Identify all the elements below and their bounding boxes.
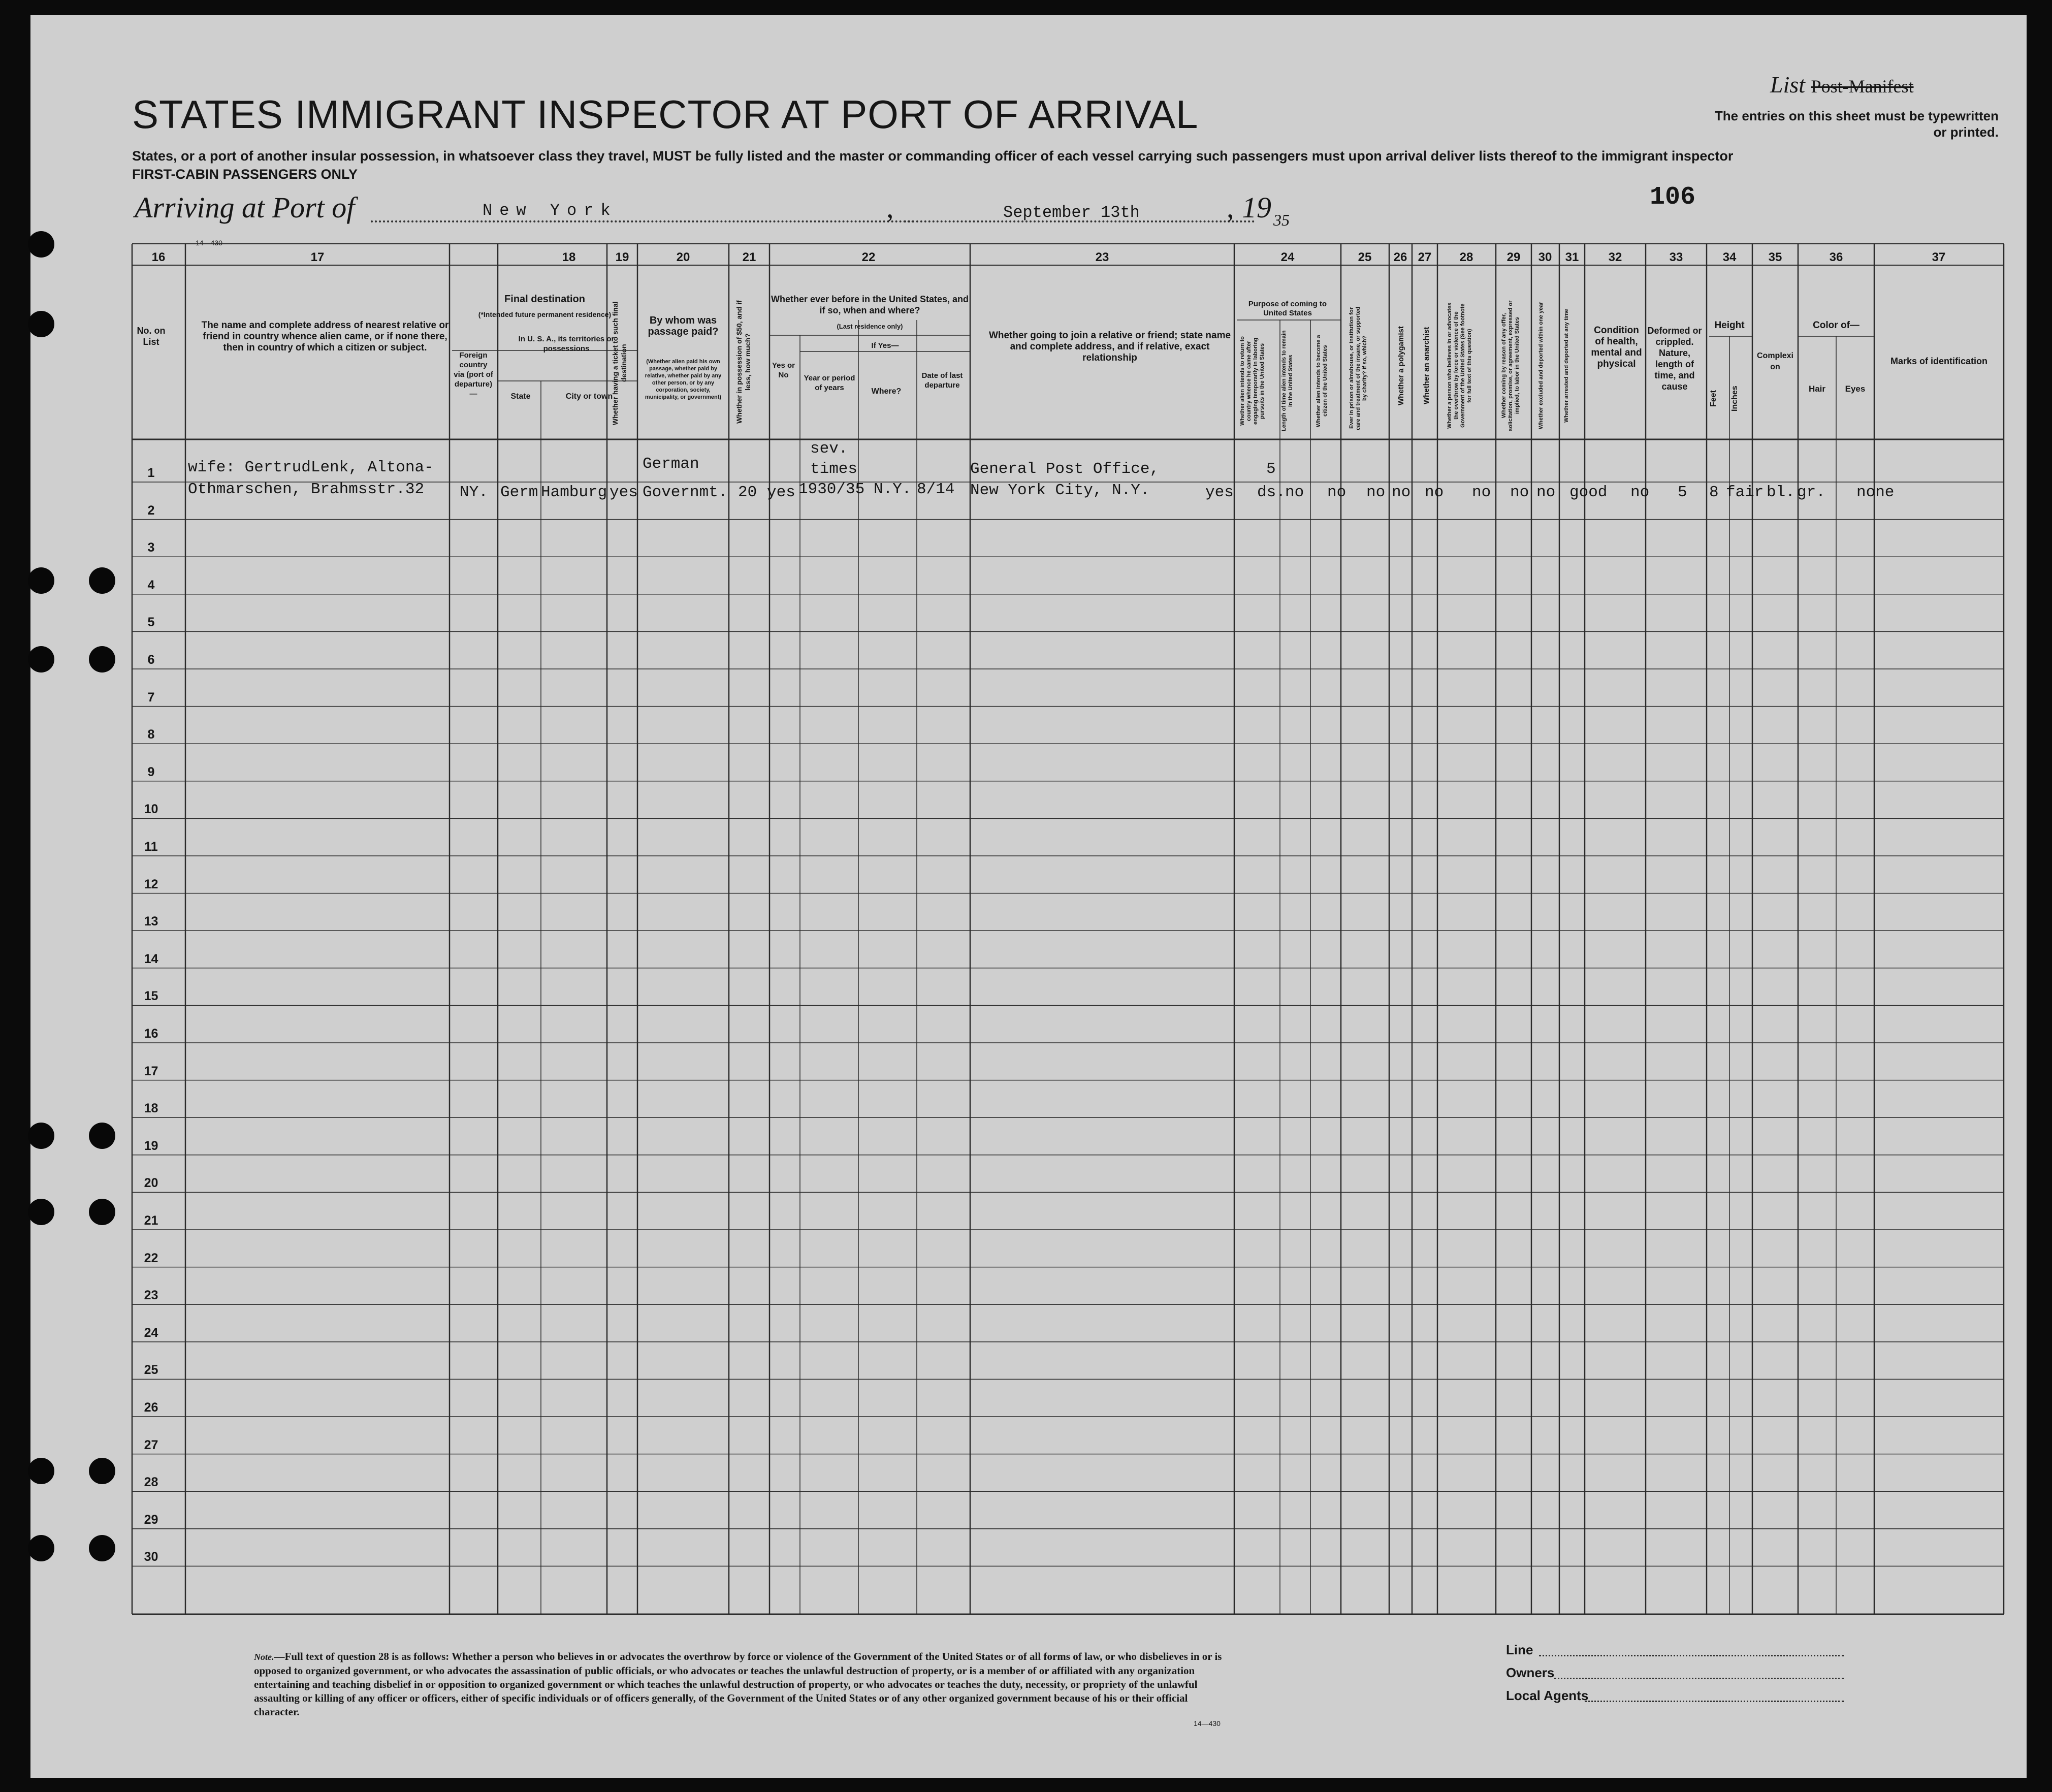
header-arrested-deported: Whether arrested and deported at any time	[1563, 309, 1569, 423]
column-number: 22	[861, 250, 876, 264]
binder-hole	[89, 646, 115, 673]
header-ticket: Whether having a ticket to such final destination	[611, 301, 628, 425]
column-number: 36	[1829, 250, 1843, 264]
column-number: 29	[1506, 250, 1521, 264]
row-number: 24	[144, 1325, 158, 1340]
entry-health: good	[1569, 484, 1608, 501]
entry-hair: bl.	[1767, 484, 1795, 501]
entry-years-line3: 1930/35	[798, 481, 865, 498]
column-number: 37	[1932, 250, 1946, 264]
header-overthrow: Whether a person who believes in or advocates the overthrow by force or violence of the Government of the United States (See footnote for full text of this question)	[1447, 302, 1472, 429]
entry-eyes: gr.	[1797, 484, 1825, 501]
comma-mark-2: ,	[1227, 191, 1234, 224]
port-value: New York	[483, 201, 618, 220]
entry-excluded: no	[1510, 484, 1529, 501]
header-anarchist: Whether an anarchist	[1422, 327, 1431, 405]
column-number: 17	[310, 250, 325, 264]
column-number: 25	[1358, 250, 1372, 264]
header-city: City or town	[565, 392, 613, 401]
header-complexion: Complexion	[1756, 351, 1793, 371]
entry-anarchist: no	[1392, 484, 1411, 501]
header-possession-50: Whether in possession of $50, and if less, how much?	[735, 300, 752, 424]
row-number: 14	[144, 951, 158, 966]
owners-label: Owners	[1506, 1665, 1555, 1680]
column-number: 16	[151, 250, 166, 264]
column-number: 28	[1459, 250, 1473, 264]
entry-polygamist: no	[1366, 484, 1386, 501]
header-no-on-list: No. on List	[137, 326, 166, 347]
header-passage-note: (Whether alien paid his own passage, whether paid by relative, whether paid by any other person, or by any corporation, society, municipality, or government)	[645, 359, 722, 400]
binder-hole	[89, 1123, 115, 1149]
form-code-top: 14—430	[196, 239, 222, 247]
header-purpose: Purpose of coming to United States	[1248, 300, 1327, 317]
entry-foreign-port: NY.	[460, 484, 488, 501]
column-number: 30	[1538, 250, 1552, 264]
row-number: 28	[144, 1475, 158, 1490]
header-if-yes: If Yes—	[871, 341, 899, 350]
header-in-usa: In U. S. A., its territories or possessions	[518, 335, 615, 353]
column-number: 27	[1418, 250, 1432, 264]
entry-paid-by-line2: Governmt.	[643, 484, 728, 501]
header-height: Height	[1714, 320, 1745, 331]
header-hair: Hair	[1808, 384, 1826, 394]
date-value: September 13th	[1003, 203, 1140, 222]
header-excluded-deported: Whether excluded and deported within one year	[1538, 302, 1544, 430]
header-prison-almshouse: Ever in prison or almshouse, or institution for care and treatment of the insane, or supported by charity? If so, which?	[1349, 306, 1368, 430]
row-number: 8	[147, 727, 155, 742]
header-date-last-departure: Date of last departure	[921, 371, 963, 390]
binder-hole	[28, 231, 54, 258]
row-number: 21	[144, 1213, 158, 1228]
entry-purpose-b-line1: 5	[1266, 460, 1276, 478]
row-number: 10	[144, 802, 158, 817]
entry-deformed: no	[1630, 484, 1650, 501]
binder-hole	[28, 1535, 54, 1561]
row-number: 4	[147, 578, 155, 592]
footnote-label: Note.	[254, 1652, 274, 1662]
row-number: 9	[147, 764, 155, 779]
row-number: 6	[147, 653, 155, 667]
entry-marks: none	[1856, 484, 1895, 501]
row-number: 13	[144, 914, 158, 929]
row-number: 29	[144, 1512, 158, 1527]
column-number: 21	[742, 250, 756, 264]
agents-dotted	[1585, 1701, 1844, 1702]
binder-hole	[28, 311, 54, 337]
header-polygamist: Whether a polygamist	[1397, 326, 1405, 405]
entry-money: 20	[738, 484, 757, 501]
table-grid	[30, 15, 2027, 1778]
header-purpose-b: Length of time alien intends to remain in the United States	[1281, 330, 1294, 432]
line-label: Line	[1506, 1642, 1533, 1657]
owners-dotted	[1554, 1678, 1844, 1679]
row-number: 11	[144, 840, 158, 854]
entry-join-line2: New York City, N.Y.	[970, 482, 1150, 499]
header-final-destination: Final destination	[504, 294, 585, 305]
entry-overthrow: no	[1425, 484, 1444, 501]
entry-date-departure: 8/14	[917, 481, 955, 498]
post-manifest-label: Post-Manifest	[1811, 76, 1914, 97]
form-code-bottom: 14—430	[1194, 1719, 1221, 1727]
header-purpose-a: Whether alien intends to return to country whence he came after engaging temporarily in laboring pursuits in the United States	[1239, 336, 1265, 426]
entry-purpose-a: yes	[1205, 484, 1234, 501]
binder-hole	[89, 1199, 115, 1225]
header-inches: Inches	[1730, 386, 1739, 412]
row-number: 2	[147, 503, 155, 518]
header-final-destination-note: (*Intended future permanent residence)	[478, 310, 612, 318]
header-ever-before-in-us: Whether ever before in the United States, and if so, when and where?	[771, 294, 969, 315]
year-prefix: 19	[1242, 191, 1271, 224]
header-last-residence-note: (Last residence only)	[837, 323, 903, 330]
column-number: 34	[1722, 250, 1737, 264]
column-number: 32	[1608, 250, 1622, 264]
column-number: 24	[1280, 250, 1295, 264]
row-number: 18	[144, 1101, 158, 1116]
year-suffix: 35	[1273, 211, 1290, 229]
row-number: 19	[144, 1138, 158, 1153]
entry-complexion: fair	[1726, 484, 1764, 501]
column-number: 33	[1669, 250, 1683, 264]
entry-purpose-c: no	[1285, 484, 1304, 501]
header-purpose-c: Whether alien intends to become a citizen of the United States	[1316, 335, 1328, 427]
column-number: 19	[615, 250, 629, 264]
row-number: 17	[144, 1064, 158, 1078]
row-number: 30	[144, 1550, 158, 1564]
entry-join-line1: General Post Office,	[970, 460, 1160, 478]
header-color-of: Color of—	[1813, 320, 1859, 331]
binder-hole	[28, 567, 54, 594]
entry-arrested: no	[1536, 484, 1556, 501]
binder-hole	[89, 1535, 115, 1561]
entry-purpose-b-line2: ds.	[1257, 484, 1286, 501]
footnote-text: —Full text of question 28 is as follows: Whether a person who believes in or advocates the overthrow by force or violence of the Government of the United States or of all forms of law, or who disbelieves in or is opposed to organized government, or who advocates the assassination of public officials, or who advocates or teaches the unlawful destruction of property, or is a member of or affiliated with any organization entertaining and teaching disbelief in or opposition to organized government or which teaches the unlawful destruction of property, or who advocates or teaches the duty, necessity, or propriety of the unlawful assaulting or killing of any officer or officers, either of specific individuals or of officers generally, of the Government of the United States or of any other organized government because of his or their official character.	[254, 1650, 1222, 1718]
entries-note: The entries on this sheet must be typewritten or printed.	[1714, 108, 1999, 140]
row-number: 25	[144, 1363, 158, 1378]
header-yes-or-no: Yes or No	[772, 361, 795, 379]
header-join-relative: Whether going to join a relative or friend; state name and complete address, and if relative, exact relationship	[988, 330, 1231, 363]
header-foreign-country: Foreign country via (port of departure)—	[454, 351, 493, 398]
entry-state: Germ	[500, 484, 538, 501]
header-instructions: States, or a port of another insular possession, in whatsoever class they travel, MUST be fully listed and the master or commanding officer of each vessel carrying such passengers must upon arrival deliver lists thereof to the immigrant inspector	[132, 148, 1734, 164]
row-number: 3	[147, 540, 155, 555]
row-number: 22	[144, 1251, 158, 1265]
entry-before-yes-no: yes	[767, 484, 795, 501]
entry-feet: 5	[1678, 484, 1687, 501]
header-relative-address: The name and complete address of nearest relative or friend in country whence alien came, or if none there, then in country of which a citizen or subject.	[201, 320, 449, 353]
entry-relative-line1: wife: GertrudLenk, Altona-	[188, 459, 434, 476]
header-marks: Marks of identification	[1890, 356, 1988, 366]
entry-inches: 8	[1709, 484, 1719, 501]
manifest-sheet	[30, 15, 2027, 1778]
entry-ticket: yes	[610, 484, 638, 501]
row-number: 1	[147, 466, 155, 480]
row-number: 16	[144, 1027, 158, 1041]
row-number: 27	[144, 1437, 158, 1452]
entry-years-line1: sev.	[810, 440, 848, 458]
binder-hole	[28, 1458, 54, 1484]
header-where: Where?	[871, 387, 902, 396]
local-agents-label: Local Agents	[1506, 1688, 1589, 1703]
header-state: State	[510, 392, 531, 401]
header-eyes: Eyes	[1845, 384, 1866, 394]
binder-hole	[28, 1123, 54, 1149]
header-health: Condition of health, mental and physical	[1591, 325, 1642, 369]
row-number: 20	[144, 1176, 158, 1191]
row-number: 15	[144, 989, 158, 1004]
list-label: List	[1770, 72, 1806, 98]
first-cabin-label: FIRST-CABIN PASSENGERS ONLY	[132, 167, 358, 182]
header-deformed: Deformed or crippled. Nature, length of time, and cause	[1647, 326, 1702, 392]
entry-city: Hamburg	[541, 484, 607, 501]
entry-where: N.Y.	[874, 481, 912, 498]
row-number: 5	[147, 615, 155, 630]
comma-mark: ,	[886, 191, 894, 224]
column-number: 23	[1095, 250, 1109, 264]
header-feet: Feet	[1709, 390, 1718, 407]
entry-labor-offer: no	[1472, 484, 1491, 501]
column-number: 18	[562, 250, 576, 264]
row-number: 7	[147, 690, 155, 705]
header-passage-paid: By whom was passage paid?	[648, 315, 719, 337]
header-labor-offer: Whether coming by reason of any offer, solicitation, promise, or agreement, expressed or implied, to labor in the United States	[1501, 300, 1520, 431]
column-number: 20	[676, 250, 690, 264]
arriving-label: Arriving at Port of	[135, 191, 355, 224]
binder-hole	[89, 567, 115, 594]
row-number: 26	[144, 1400, 158, 1415]
column-number: 26	[1393, 250, 1407, 264]
binder-hole	[89, 1458, 115, 1484]
footnote	[254, 1650, 1229, 1719]
entry-paid-by-line1: German	[643, 455, 699, 473]
column-number: 35	[1768, 250, 1782, 264]
entry-relative-line2: Othmarschen, Brahmsstr.32	[188, 481, 425, 498]
page-title: STATES IMMIGRANT INSPECTOR AT PORT OF ARRIVAL	[132, 92, 1199, 137]
entry-years-line2: times	[810, 460, 858, 478]
column-number: 31	[1565, 250, 1579, 264]
sheet-number: 106	[1650, 183, 1696, 212]
binder-hole	[28, 646, 54, 673]
binder-hole	[28, 1199, 54, 1225]
header-year-period: Year or period of years	[804, 374, 855, 392]
entry-prison: no	[1327, 484, 1346, 501]
line-dotted	[1539, 1655, 1844, 1656]
row-number: 23	[144, 1288, 158, 1303]
row-number: 12	[144, 877, 158, 891]
